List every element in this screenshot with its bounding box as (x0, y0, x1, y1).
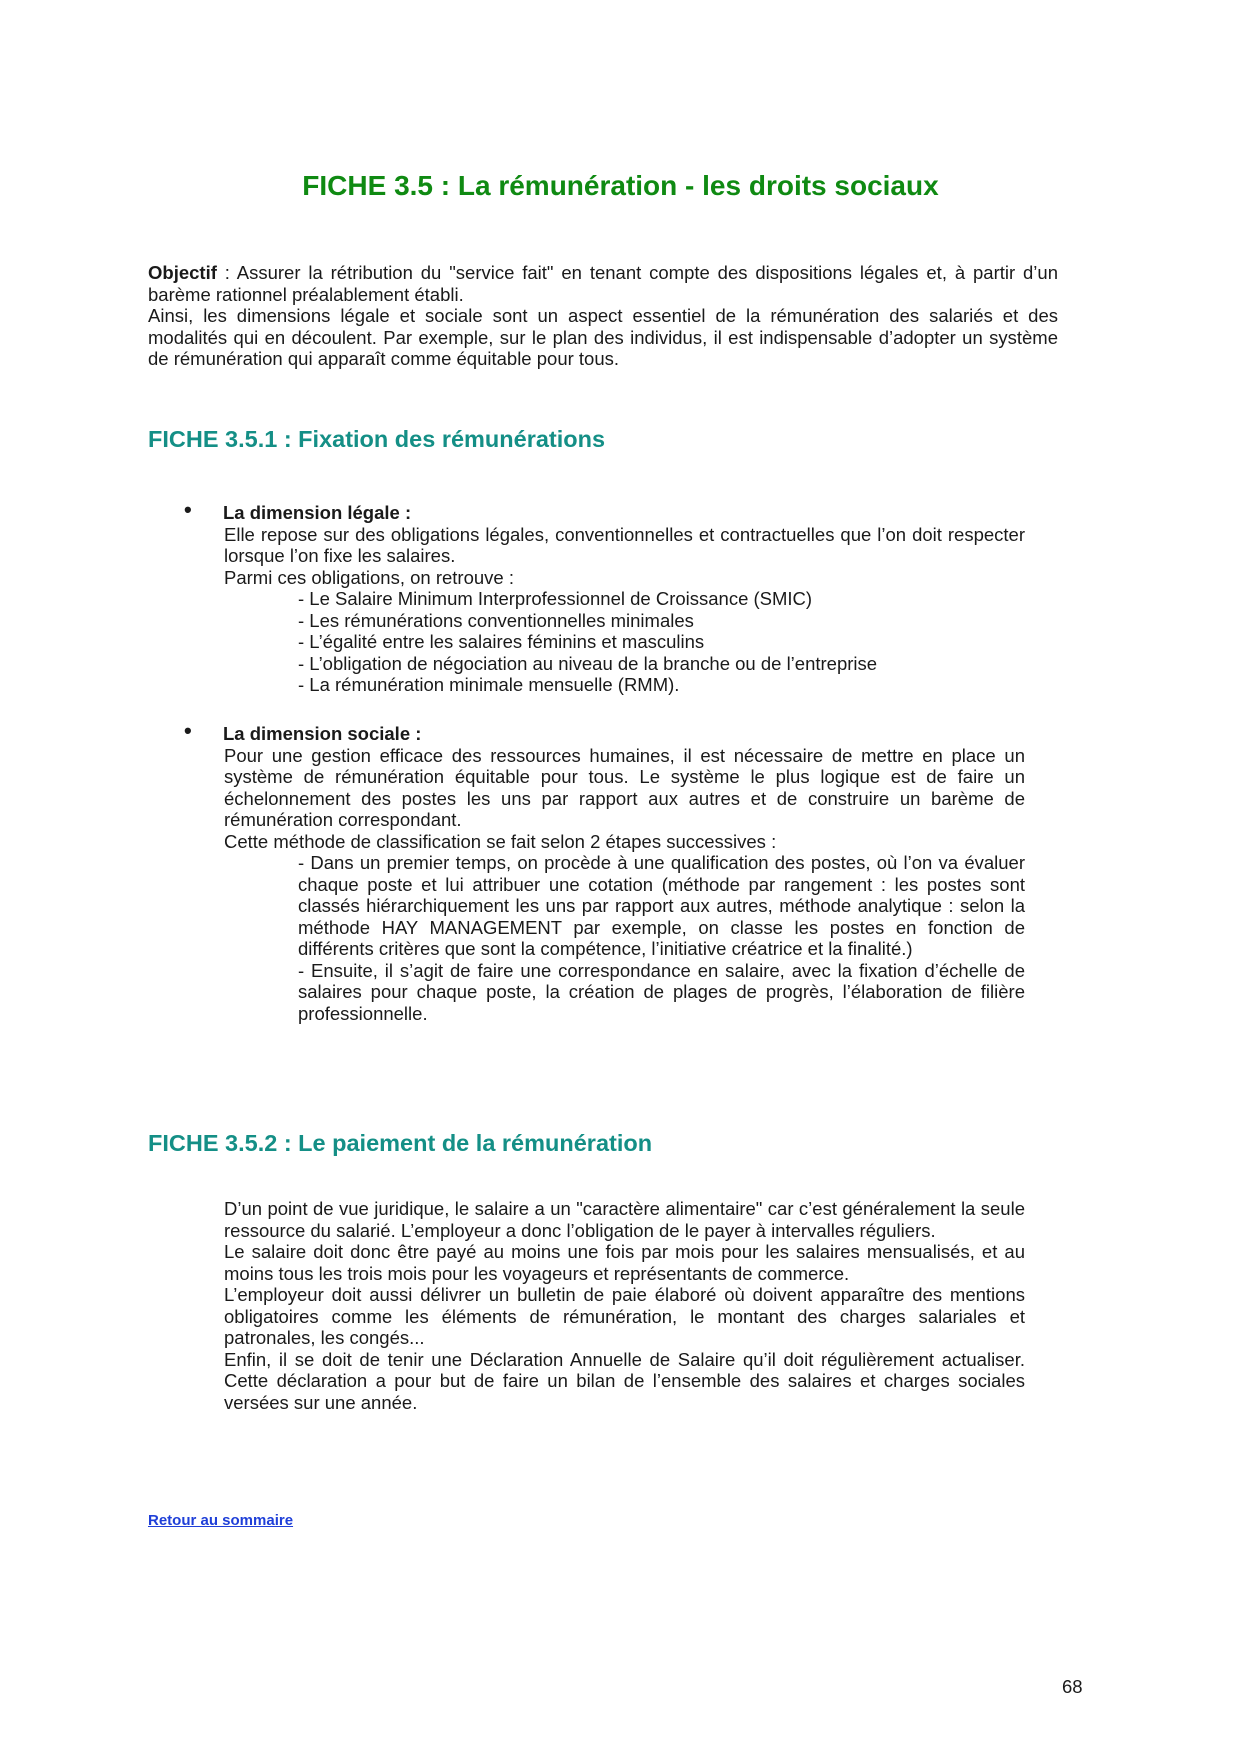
objective-paragraph (148, 262, 1058, 305)
legal-dimension-bullet (148, 497, 949, 524)
social-dimension-text: Pour une gestion efficace des ressources humaines, il est nécessaire de mettre en place un système de rémunération équitable pour tous. Le système le plus logique est de faire un échelonnement des postes les uns par rapport aux autres et de construire un barème de rémunération correspondant. (224, 744, 1025, 830)
list-item: - La rémunération minimale mensuelle (RMM). (298, 674, 680, 695)
bullet-dot-icon: • (184, 718, 192, 743)
social-dimension-block (184, 718, 1025, 1024)
payment-section-body (224, 1198, 1025, 1413)
section-heading-paiement: FICHE 3.5.2 : Le paiement de la rémunération (148, 1130, 653, 1156)
page-title: FICHE 3.5 : La rémunération - les droits sociaux (302, 170, 939, 201)
legal-dimension-title: La dimension légale : (223, 502, 412, 523)
list-item: - L’égalité entre les salaires féminins et masculins (298, 631, 705, 652)
back-to-summary-link[interactable]: Retour au sommaire (148, 1512, 294, 1529)
payment-paragraph-4: Enfin, il se doit de tenir une Déclaration Annuelle de Salaire qu’il doit régulièrement actualiser. Cette déclaration a pour but de faire un bilan de l’ensemble des salaires et charges sociales versées sur une année. (224, 1348, 1025, 1413)
classification-step-1: - Dans un premier temps, on procède à une qualification des postes, où l’on va évaluer chaque poste et lui attribuer une cotation (méthode par rangement : les postes sont classés hiérarchiquement les uns par rapport aux autres, méthode analytique : selon la méthode HAY MANAGEMENT par exemple, on classe les postes en fonction de différents critères que sont la compétence, l’initiative créatrice et la finalité.) (298, 852, 1025, 959)
payment-paragraph-3: L’employeur doit aussi délivrer un bulletin de paie élaboré où doivent apparaître des mentions obligatoires comme les éléments de rémunération, le montant des charges salariales et patronales, les congés... (224, 1284, 1025, 1348)
objective-text: : Assurer la rétribution du "service fait" en tenant compte des dispositions légales et, à partir d’un barème rationnel préalablement établi. (148, 262, 1058, 305)
payment-paragraph-1: D’un point de vue juridique, le salaire a un "caractère alimentaire" car c’est généralement la seule ressource du salarié. L’employeur a donc l’obligation de le payer à intervalles réguliers. (224, 1198, 1025, 1241)
bullet-dot-icon: • (184, 497, 192, 522)
payment-paragraph-2: Le salaire doit donc être payé au moins une fois par mois pour les salaires mensualisés, et au moins tous les trois mois pour les voyageurs et représentants de commerce. (224, 1241, 1025, 1284)
social-dimension-title: La dimension sociale : (223, 723, 422, 744)
list-item: - Le Salaire Minimum Interprofessionnel de Croissance (SMIC) (298, 588, 813, 609)
classification-step-2: - Ensuite, il s’agit de faire une correspondance en salaire, avec la fixation d’échelle de salaires pour chaque poste, la création de plages de progrès, l’élaboration de filière professionnelle. (298, 959, 1025, 1024)
legal-obligations-list (224, 588, 1025, 696)
list-item: - L’obligation de négociation au niveau de la branche ou de l’entreprise (298, 652, 878, 674)
list-item: - Les rémunérations conventionnelles minimales (298, 609, 694, 631)
legal-obligations-intro: Parmi ces obligations, on retrouve : (224, 566, 514, 588)
intro-paragraph: Ainsi, les dimensions légale et sociale sont un aspect essentiel de la rémunération des salariés et des modalités qui en découlent. Par exemple, sur le plan des individus, il est indispensable d’adopter un système de rémunération qui apparaît comme équitable pour tous. (148, 305, 1058, 369)
intro-section (148, 262, 1058, 370)
page-number: 68 (1062, 1676, 1083, 1697)
social-dimension-bullet (148, 718, 949, 745)
section-heading-fixation: FICHE 3.5.1 : Fixation des rémunérations (148, 426, 606, 452)
objective-label: Objectif (148, 262, 217, 283)
classification-intro: Cette méthode de classification se fait selon 2 étapes successives : (224, 830, 777, 852)
legal-dimension-block (184, 497, 1025, 696)
legal-dimension-text: Elle repose sur des obligations légales, conventionnelles et contractuelles que l’on doit respecter lorsque l’on fixe les salaires. (224, 523, 1025, 566)
